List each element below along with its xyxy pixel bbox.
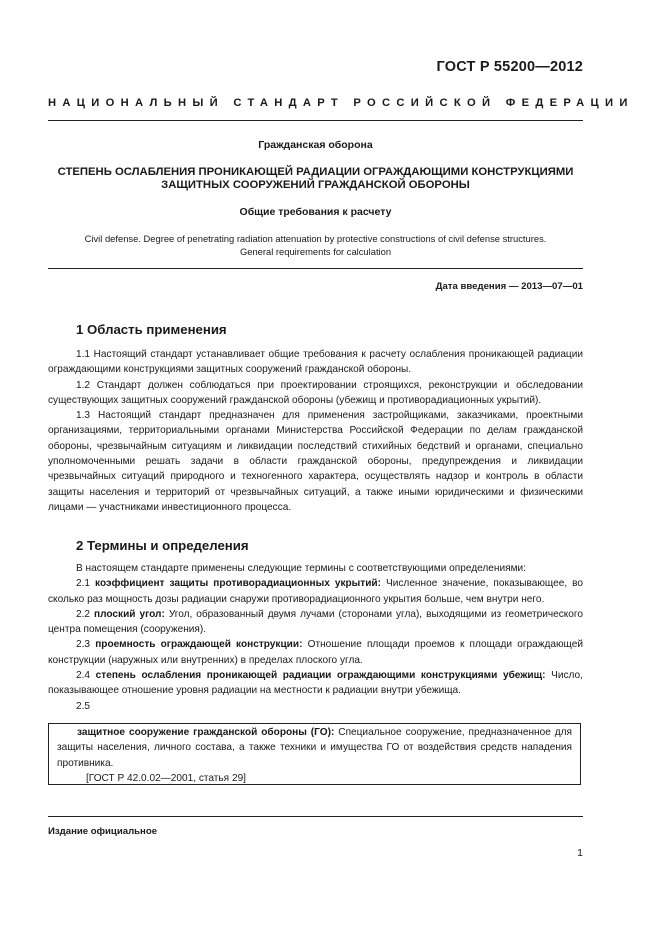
term-2-1-term: коэффициент защиты противорадиационных укрытий: [95, 578, 382, 590]
term-2-3-definition: Отношение площади проемов к площади ограждающей конструкции (наружных или внутренних) в пределах плоского угла. [48, 639, 584, 666]
term-2-4-number: 2.4 [76, 670, 91, 682]
term-2-2-term: плоский угол: [94, 608, 165, 620]
english-title-line-2: General requirements for calculation [239, 245, 392, 257]
official-edition-label: Издание официальное [48, 826, 158, 837]
section-2-heading: 2 Термины и определения [76, 538, 249, 553]
term-2-3 [48, 637, 583, 668]
document-title [48, 166, 583, 192]
section-2-intro: В настоящем стандарте применены следующие термины с соответствующими определениями: [76, 563, 526, 574]
footer-divider [48, 816, 583, 817]
term-2-4 [48, 668, 583, 699]
term-2-2-number: 2.2 [76, 608, 91, 620]
english-title [48, 233, 583, 258]
boxed-definition [48, 723, 581, 785]
term-2-3-number: 2.3 [76, 639, 91, 651]
term-2-1-definition: Численное значение, показывающее, во сколько раз мощность дозы радиации снаружи противорадиационного укрытия больше, чем внутри него. [48, 578, 583, 605]
term-2-4-definition: Число, показывающее отношение уровня радиации на местности к радиации внутри убежища. [48, 670, 583, 697]
term-2-4-term: степень ослабления проникающей радиации ограждающими конструкциями убежищ: [95, 670, 546, 682]
introduction-date: Дата введения — 2013—07—01 [435, 281, 583, 292]
term-2-1-number: 2.1 [76, 578, 91, 590]
national-standard-heading: НАЦИОНАЛЬНЫЙ СТАНДАРТ РОССИЙСКОЙ ФЕДЕРАЦИИ [48, 97, 634, 109]
term-2-3-term: проемность ограждающей конструкции: [95, 639, 303, 651]
page-number: 1 [577, 847, 583, 859]
boxed-definition-text [57, 725, 572, 771]
gost-number: ГОСТ Р 55200—2012 [436, 59, 583, 75]
paragraph-1-1: 1.1 Настоящий стандарт устанавливает общие требования к расчету ослабления проникающей радиации ограждающими конструкциями защитных сооружений гражданской обороны. [48, 349, 583, 376]
english-title-line-1: Civil defense. Degree of penetrating radiation attenuation by protective constructions of civil defense structures. [84, 233, 547, 244]
section-1-body [48, 347, 583, 515]
term-2-2-definition: Угол, образованный двумя лучами (сторонами угла), выходящими из геометрического центра помещения (сооружения). [48, 608, 583, 636]
topic-heading: Гражданская оборона [258, 139, 373, 151]
paragraph-1-2: 1.2 Стандарт должен соблюдаться при проектировании строящихся, реконструкции и обследовании существующих защитных сооружений гражданской обороны (убежищ и противорадиационных укрытий). [48, 379, 583, 406]
paragraph-1-3: 1.3 Настоящий стандарт предназначен для применения застройщиками, заказчиками, проектными организациями, территориальными органами Министерства Российской Федерации по делам гражданской обороны, чрезвычайным ситуациям и ликвидации последствий стихийных бедствий и органами, специально уполномоченными решать задачи в области гражданской обороны, предупреждения и ликвидации чрезвычайных ситуаций природного и техногенного характера, осуществлять надзор и контроль в области защиты населения и территорий от чрезвычайных ситуаций, а также иными юридическими и физическими лицами — участниками инвестиционного процесса. [48, 410, 583, 513]
document-subtitle: Общие требования к расчету [239, 206, 392, 218]
boxed-term: защитное сооружение гражданской обороны (ГО): [77, 727, 335, 738]
title-divider [48, 268, 583, 269]
term-2-2 [48, 607, 583, 638]
term-2-1 [48, 576, 583, 607]
top-divider [48, 120, 583, 121]
term-2-5-number: 2.5 [76, 700, 91, 712]
title-line-2: ЗАЩИТНЫХ СООРУЖЕНИЙ ГРАЖДАНСКОЙ ОБОРОНЫ [161, 179, 470, 191]
boxed-reference: [ГОСТ Р 42.0.02—2001, статья 29] [86, 772, 246, 784]
section-1-heading: 1 Область применения [76, 322, 227, 337]
section-2-body [48, 561, 583, 714]
title-line-1: СТЕПЕНЬ ОСЛАБЛЕНИЯ ПРОНИКАЮЩЕЙ РАДИАЦИИ ОГРАЖДАЮЩИМИ КОНСТРУКЦИЯМИ [57, 166, 574, 178]
boxed-term-definition: Специальное сооружение, предназначенное для защиты населения, личного состава, а также техники и имущества ГО от воздействия средств нападения противника. [57, 727, 572, 769]
